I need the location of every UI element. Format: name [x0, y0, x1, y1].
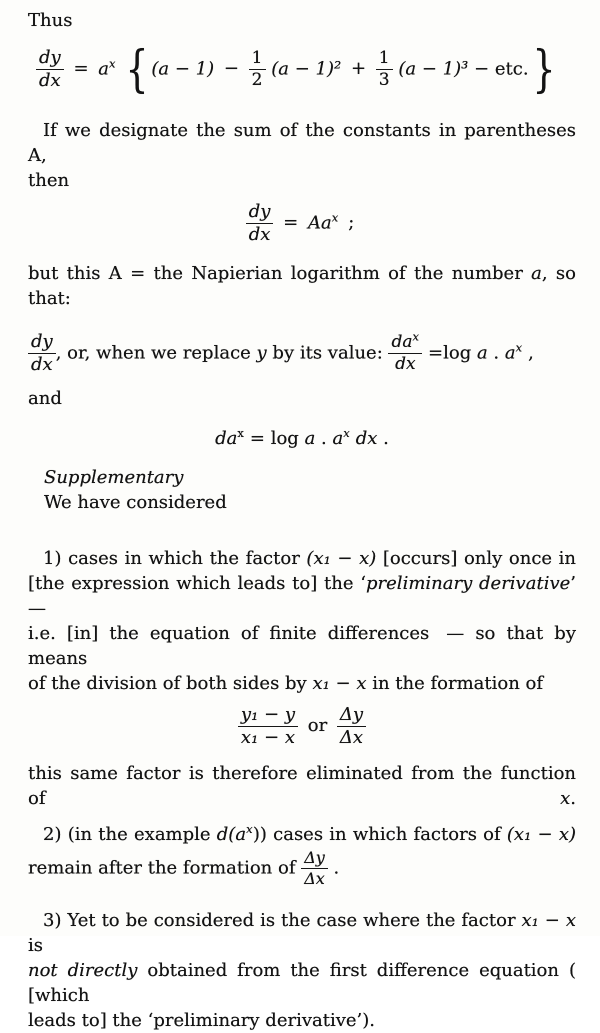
text-segment: 3) Yet to be considered is the case where the factor — [43, 910, 522, 932]
fraction-numerator: Δy — [301, 849, 328, 869]
fraction-denominator: 2 — [251, 70, 263, 91]
fraction-numerator: 1 — [249, 49, 266, 70]
fraction-dy-dx — [246, 202, 274, 245]
text-segment: Supplementary — [44, 466, 184, 488]
math-a: a — [531, 262, 542, 284]
paragraph-napierian — [28, 261, 576, 311]
dot-separator: . — [315, 427, 333, 449]
fraction-numerator: dy — [246, 202, 274, 224]
term-a-base: a — [98, 58, 109, 80]
text-segment: but this A = the Napierian logarithm of the number — [28, 262, 532, 284]
dot-separator: . — [487, 342, 505, 364]
text-segment: i.e. [in] the equation of finite differences — [28, 622, 430, 644]
text-segment: , so that: — [28, 262, 576, 309]
fraction-denominator: dx — [31, 354, 53, 376]
equals-sign: = — [283, 212, 299, 234]
text-segment: [occurs] only once in — [376, 547, 577, 569]
text-segment: remain after the formation of — [28, 856, 302, 878]
math-a: a — [504, 342, 516, 364]
fraction-dax-dx — [388, 329, 422, 375]
text-segment: obtained from the first difference equation ( [which — [28, 960, 576, 1007]
superscript-x: x — [109, 56, 116, 71]
series-term-2: (a − 1)² — [271, 58, 342, 80]
text-segment: 1) cases in which the factor — [43, 547, 307, 569]
superscript-x: x — [343, 425, 350, 440]
fraction-numerator: 1 — [376, 49, 393, 70]
fraction-denominator: Δx — [304, 868, 325, 888]
math-y: y — [256, 342, 267, 364]
period: . — [570, 787, 576, 809]
math-x1-minus-x: (x₁ − x) — [506, 823, 576, 845]
superscript-x: x — [237, 425, 245, 440]
fraction-numerator: Δy — [337, 705, 366, 727]
fraction-dy-dx — [36, 48, 64, 91]
equals-sign: = — [73, 58, 89, 80]
list-item-2 — [28, 822, 576, 888]
math-a: a — [476, 342, 488, 364]
fraction-denominator: Δx — [339, 727, 364, 749]
equals-log-segment: =log — [428, 342, 477, 364]
paragraph-thus — [28, 8, 576, 33]
list-item-3 — [28, 908, 576, 1033]
fraction-one-half — [249, 49, 266, 90]
fraction-denominator: dx — [248, 224, 271, 246]
fraction-delta-y-delta-x — [337, 705, 366, 748]
text-line — [28, 621, 576, 671]
equals-log-segment: = log — [244, 427, 305, 449]
text-line — [28, 118, 576, 168]
text-segment: We have considered — [44, 491, 227, 513]
text-segment: then — [28, 169, 70, 191]
fraction-numerator: y₁ − y — [238, 705, 298, 727]
text-segment: ’ — — [28, 572, 577, 619]
text-segment: of the division of both sides by — [28, 672, 313, 694]
heading-supplementary — [28, 465, 576, 490]
text-line — [28, 571, 576, 621]
fraction-one-third — [376, 49, 393, 90]
line-replace-y-by-value — [28, 329, 576, 376]
emphasized-not-directly: not directly — [28, 960, 138, 982]
text-line — [28, 958, 576, 1008]
text-segment: by its value: — [266, 342, 389, 364]
formula-dax-equals — [28, 426, 576, 451]
formula-difference-quotients — [28, 705, 576, 748]
superscript-x: x — [515, 340, 523, 355]
text-segment: and — [28, 387, 62, 409]
paragraph-eliminated — [28, 761, 576, 811]
series-term-1: (a − 1) — [151, 58, 215, 80]
math-x1-minus-x: x₁ − x — [312, 672, 367, 694]
fraction-numerator — [388, 329, 422, 354]
plus-sign: + — [350, 58, 367, 80]
formula-series-expansion — [36, 40, 576, 99]
paragraph-designate — [28, 118, 576, 193]
fraction-delta-y-delta-x — [301, 849, 328, 888]
text-segment: , or, when we replace — [55, 342, 257, 364]
superscript-x: x — [331, 210, 339, 225]
fraction-denominator: dx — [39, 70, 61, 92]
series-term-3: (a − 1)³ − — [398, 58, 490, 80]
comma: , — [522, 342, 534, 364]
formula-dydx-equals-Aax — [28, 202, 576, 245]
or-label: or — [307, 715, 328, 737]
right-brace: } — [532, 40, 555, 99]
fraction-denominator: dx — [395, 354, 416, 375]
period: . — [327, 856, 340, 878]
text-line — [28, 908, 576, 958]
left-brace: { — [124, 40, 148, 99]
text-line — [28, 822, 576, 847]
text-segment: [the expression which leads to] the ‘ — [28, 572, 367, 594]
text-thus: Thus — [28, 10, 73, 31]
text-segment: 2) (in the example — [43, 823, 217, 845]
superscript-x: x — [246, 821, 253, 836]
math-dx: dx — [350, 427, 378, 449]
text-line — [28, 168, 576, 193]
text-segment: is — [28, 935, 43, 957]
math-x1-minus-x: x₁ − x — [521, 910, 576, 932]
text-segment: )) cases in which factors of — [252, 823, 507, 845]
text-segment: in the formation of — [366, 672, 544, 694]
text-segment: this same factor is therefore eliminated from the function of — [28, 762, 576, 809]
list-item-1 — [28, 546, 576, 696]
minus-sign: − — [223, 58, 239, 80]
text-segment: — so that by means — [28, 622, 576, 669]
semicolon: ; — [348, 212, 355, 234]
fraction-y1-y-over-x1-x — [238, 705, 298, 748]
fraction-dy-dx — [28, 332, 56, 375]
term-Aa: Aa — [307, 212, 332, 234]
math-d-a-x: d(a — [216, 823, 247, 845]
fraction-numerator: dy — [28, 332, 56, 354]
fraction-denominator: x₁ − x — [240, 727, 295, 749]
text-line — [28, 671, 576, 696]
text-line — [28, 546, 576, 571]
text-line — [28, 1008, 576, 1033]
text-segment: If we designate the sum of the constants in parentheses A, — [28, 119, 576, 166]
paragraph-we-have-considered — [28, 490, 576, 515]
math-a: a — [304, 427, 316, 449]
emphasized-preliminary-derivative: preliminary derivative — [366, 572, 571, 594]
etc-label: etc. — [494, 58, 529, 80]
text-line-with-fraction — [28, 849, 576, 888]
fraction-numerator: dy — [36, 48, 64, 70]
math-da: da — [215, 427, 238, 449]
period: . — [377, 427, 389, 449]
superscript-x: x — [412, 329, 420, 344]
math-a: a — [332, 427, 344, 449]
math-x1-minus-x: (x₁ − x) — [306, 547, 377, 569]
text-segment: leads to] the ‘preliminary derivative’). — [28, 1010, 376, 1032]
math-da: da — [391, 331, 413, 352]
fraction-denominator: 3 — [378, 70, 390, 91]
paragraph-and — [28, 386, 576, 411]
math-x: x — [560, 787, 571, 809]
